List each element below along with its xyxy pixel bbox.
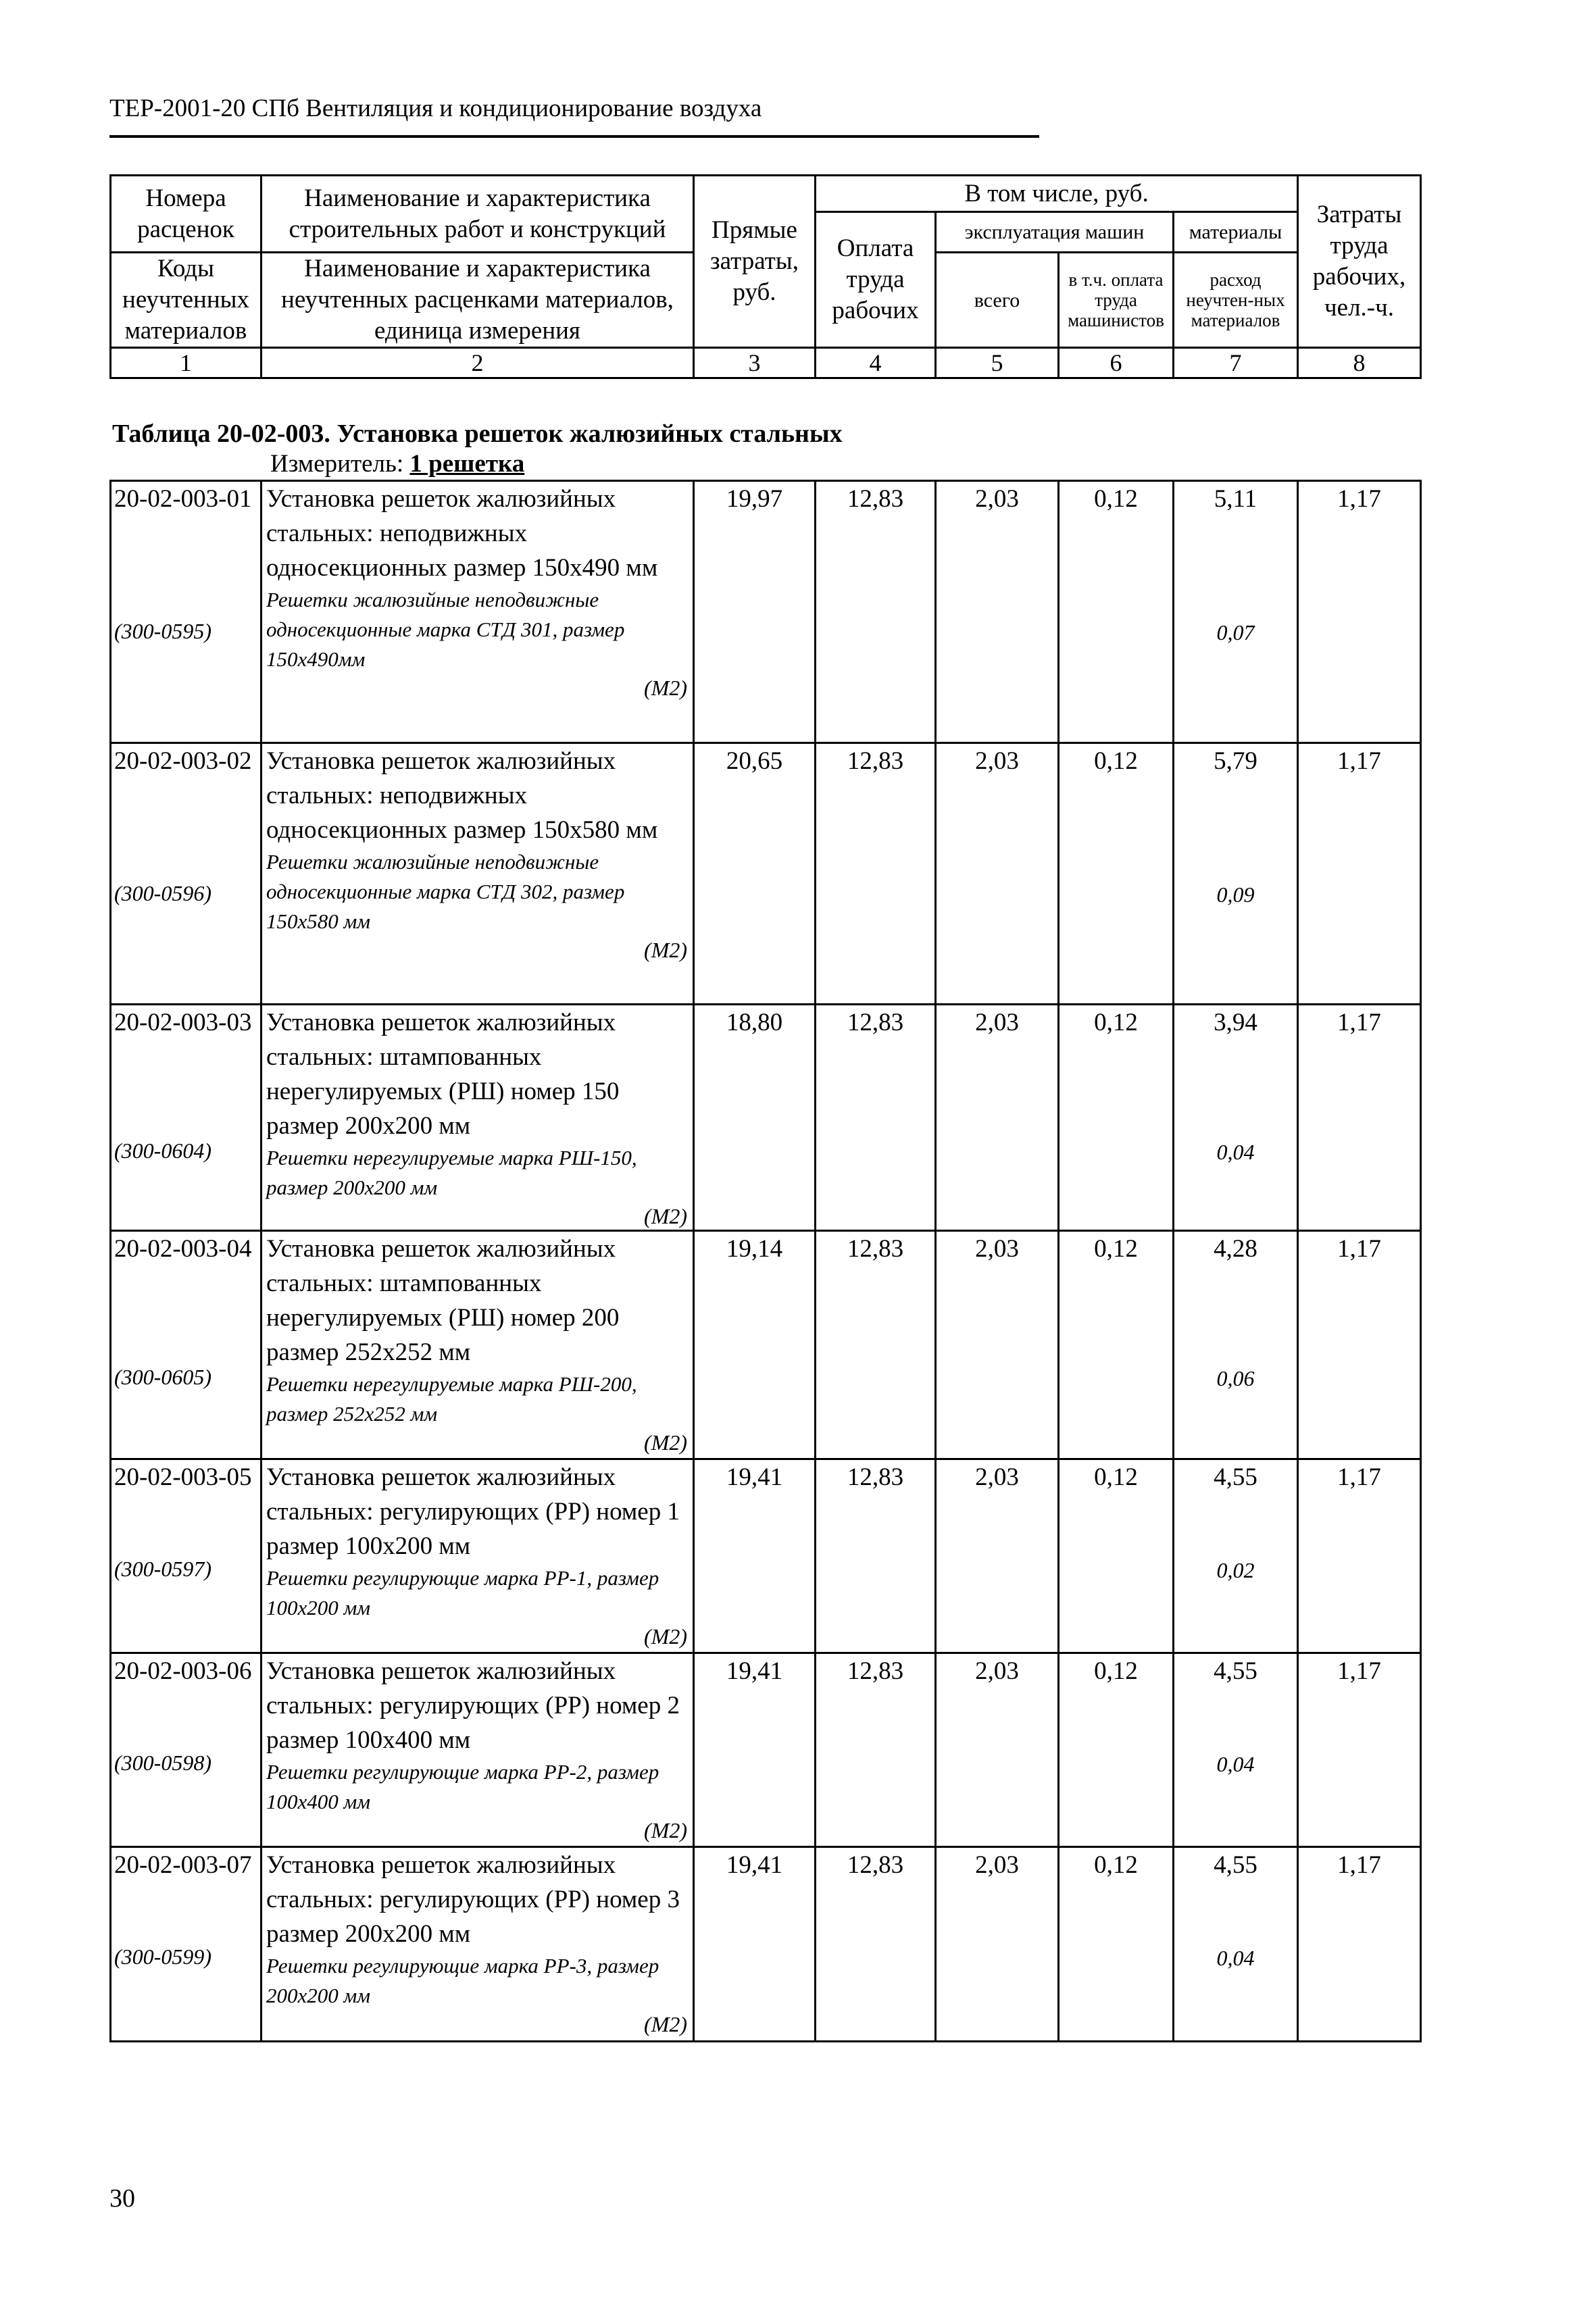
material-unit: (М2): [644, 1624, 687, 1649]
table-caption: Таблица 20-02-003. Установка решеток жалюзийных стальных: [112, 420, 843, 448]
header-material-codes: Коды неучтенных материалов: [111, 253, 261, 348]
machines-total-value: 2,03: [975, 1009, 1019, 1036]
header-direct-costs: Прямые затраты, руб.: [694, 176, 816, 348]
labor-hours-value-cell: [1298, 1005, 1421, 1231]
header-machines: эксплуатация машин: [936, 212, 1174, 253]
column-number: 7: [1174, 348, 1298, 378]
column-number: 5: [936, 348, 1059, 378]
rate-name: Установка решеток жалюзийных стальных: неподвижных односекционных размер 150х490 мм: [266, 485, 658, 582]
material-quantity: 0,09: [1216, 882, 1255, 907]
rate-code-cell: [111, 1459, 261, 1653]
material-quantity: 0,06: [1216, 1366, 1255, 1390]
column-number: 8: [1298, 348, 1421, 378]
machinist-pay-value: 0,12: [1094, 1009, 1138, 1036]
machinist-pay-value-cell: [1059, 743, 1174, 1005]
material-quantity: 0,04: [1216, 1946, 1255, 1970]
material-name: Решетки регулирующие марка РР-1, размер 100х200 мм: [266, 1566, 659, 1619]
machinist-pay-value-cell: [1059, 1847, 1174, 2042]
materials-value-cell: [1174, 1653, 1298, 1847]
rate-code-cell: [111, 1231, 261, 1459]
labor-pay-value: 12,83: [847, 1009, 904, 1036]
labor-pay-value: 12,83: [847, 1463, 904, 1491]
materials-value: 4,55: [1214, 1463, 1257, 1491]
direct-costs-value-cell: [694, 1005, 816, 1231]
header-machines-total: всего: [936, 253, 1059, 348]
rate-code: 20-02-003-02: [114, 747, 252, 775]
material-quantity: 0,04: [1216, 1752, 1255, 1776]
labor-pay-value-cell: [816, 1231, 936, 1459]
direct-costs-value-cell: [694, 1231, 816, 1459]
page-number: 30: [109, 2184, 135, 2213]
rate-name: Установка решеток жалюзийных стальных: неподвижных односекционных размер 150х580 мм: [266, 747, 658, 844]
material-name: Решетки регулирующие марка РР-3, размер 200х200 мм: [266, 1954, 659, 2007]
material-code: (300-0604): [114, 1138, 211, 1163]
material-unit: (М2): [644, 1818, 687, 1842]
header-materials-consumption: расход неучтен-ных материалов: [1174, 253, 1298, 348]
material-quantity: 0,04: [1216, 1140, 1255, 1164]
materials-value: 5,79: [1214, 747, 1257, 775]
meter-label: Измеритель:: [270, 450, 410, 478]
materials-value-cell: [1174, 1005, 1298, 1231]
direct-costs-value-cell: [694, 743, 816, 1005]
table-row: [111, 1459, 1421, 1653]
labor-hours-value-cell: [1298, 481, 1421, 743]
labor-hours-value-cell: [1298, 1231, 1421, 1459]
direct-costs-value-cell: [694, 1847, 816, 2042]
machinist-pay-value: 0,12: [1094, 1851, 1138, 1879]
machines-total-value-cell: [936, 1005, 1059, 1231]
direct-costs-value: 19,41: [726, 1657, 783, 1685]
table-row: [111, 1653, 1421, 1847]
rate-code: 20-02-003-05: [114, 1463, 252, 1491]
material-name: Решетки нерегулируемые марка РШ-150, размер 200х200 мм: [266, 1146, 637, 1199]
labor-hours-value-cell: [1298, 1459, 1421, 1653]
material-quantity: 0,07: [1216, 620, 1255, 645]
table-row: [111, 481, 1421, 743]
material-unit: (М2): [644, 676, 687, 700]
labor-hours-value: 1,17: [1337, 1463, 1381, 1491]
machinist-pay-value: 0,12: [1094, 747, 1138, 775]
machines-total-value: 2,03: [975, 1657, 1019, 1685]
machines-total-value: 2,03: [975, 747, 1019, 775]
materials-value: 4,55: [1214, 1851, 1257, 1879]
labor-hours-value-cell: [1298, 743, 1421, 1005]
machinist-pay-value-cell: [1059, 1005, 1174, 1231]
labor-pay-value: 12,83: [847, 1657, 904, 1685]
materials-value-cell: [1174, 1847, 1298, 2042]
table-header: [109, 174, 1422, 379]
material-name: Решетки жалюзийные неподвижные односекционные марка СТД 302, размер 150х580 мм: [266, 850, 625, 933]
labor-pay-value-cell: [816, 1847, 936, 2042]
column-number: 6: [1059, 348, 1174, 378]
machines-total-value: 2,03: [975, 1235, 1019, 1263]
labor-hours-value: 1,17: [1337, 1657, 1381, 1685]
material-code: (300-0595): [114, 619, 211, 643]
machines-total-value-cell: [936, 481, 1059, 743]
machinist-pay-value-cell: [1059, 481, 1174, 743]
direct-costs-value: 19,97: [726, 485, 783, 513]
direct-costs-value: 19,41: [726, 1851, 783, 1879]
machinist-pay-value: 0,12: [1094, 1235, 1138, 1263]
materials-value-cell: [1174, 1231, 1298, 1459]
materials-value-cell: [1174, 743, 1298, 1005]
rate-code: 20-02-003-01: [114, 485, 252, 513]
machines-total-value: 2,03: [975, 1851, 1019, 1879]
materials-value: 5,11: [1214, 485, 1257, 513]
materials-value: 3,94: [1214, 1009, 1257, 1036]
rate-name-cell: [261, 743, 694, 1005]
header-work-name: Наименование и характеристика строительных работ и конструкций: [261, 176, 694, 253]
material-unit: (М2): [644, 1204, 687, 1228]
machines-total-value-cell: [936, 1653, 1059, 1847]
machinist-pay-value-cell: [1059, 1459, 1174, 1653]
rate-code: 20-02-003-06: [114, 1657, 252, 1685]
header-materials: материалы: [1174, 212, 1298, 253]
table-row: [111, 1231, 1421, 1459]
column-number: 1: [111, 348, 261, 378]
rate-code-cell: [111, 1653, 261, 1847]
machinist-pay-value-cell: [1059, 1653, 1174, 1847]
rate-name-cell: [261, 1005, 694, 1231]
direct-costs-value-cell: [694, 481, 816, 743]
meter-value: 1 решетка: [409, 450, 525, 478]
header-including: В том числе, руб.: [816, 176, 1298, 212]
material-code: (300-0597): [114, 1557, 211, 1581]
rate-code-cell: [111, 743, 261, 1005]
materials-value: 4,55: [1214, 1657, 1257, 1685]
rate-name-cell: [261, 1459, 694, 1653]
rate-code-cell: [111, 1005, 261, 1231]
machines-total-value-cell: [936, 1231, 1059, 1459]
rate-code-cell: [111, 481, 261, 743]
rate-name: Установка решеток жалюзийных стальных: регулирующих (РР) номер 1 размер 100х200 мм: [266, 1463, 680, 1560]
rate-code: 20-02-003-04: [114, 1235, 252, 1263]
direct-costs-value: 18,80: [726, 1009, 783, 1036]
labor-hours-value: 1,17: [1337, 747, 1381, 775]
column-number: 4: [816, 348, 936, 378]
labor-pay-value-cell: [816, 743, 936, 1005]
rate-name-cell: [261, 1847, 694, 2042]
direct-costs-value-cell: [694, 1459, 816, 1653]
table-row: [111, 1005, 1421, 1231]
material-unit: (М2): [644, 938, 687, 962]
rates-table: [109, 480, 1422, 2042]
machinist-pay-value-cell: [1059, 1231, 1174, 1459]
labor-hours-value-cell: [1298, 1653, 1421, 1847]
material-code: (300-0596): [114, 881, 211, 905]
material-name: Решетки жалюзийные неподвижные односекционные марка СТД 301, размер 150х490мм: [266, 588, 625, 671]
material-name: Решетки нерегулируемые марка РШ-200, размер 252х252 мм: [266, 1372, 637, 1426]
material-name: Решетки регулирующие марка РР-2, размер 100х400 мм: [266, 1760, 659, 1813]
rate-code: 20-02-003-03: [114, 1009, 252, 1036]
header-labor-hours: Затраты труда рабочих, чел.-ч.: [1298, 176, 1421, 348]
rate-name: Установка решеток жалюзийных стальных: штампованных нерегулируемых (РШ) номер 200 размер 252х252 мм: [266, 1235, 620, 1366]
labor-pay-value: 12,83: [847, 1235, 904, 1263]
material-code: (300-0599): [114, 1944, 211, 1969]
labor-hours-value: 1,17: [1337, 485, 1381, 513]
column-number: 2: [261, 348, 694, 378]
title-rule: [109, 135, 1039, 138]
materials-value-cell: [1174, 481, 1298, 743]
material-code: (300-0598): [114, 1751, 211, 1775]
materials-value-cell: [1174, 1459, 1298, 1653]
table-row: [111, 1847, 1421, 2042]
machinist-pay-value: 0,12: [1094, 1657, 1138, 1685]
machines-total-value: 2,03: [975, 485, 1019, 513]
meter-line: [270, 449, 524, 480]
labor-hours-value: 1,17: [1337, 1851, 1381, 1879]
material-code: (300-0605): [114, 1365, 211, 1389]
machinist-pay-value: 0,12: [1094, 485, 1138, 513]
labor-pay-value-cell: [816, 1653, 936, 1847]
direct-costs-value-cell: [694, 1653, 816, 1847]
rate-name: Установка решеток жалюзийных стальных: штампованных нерегулируемых (РШ) номер 150 размер 200х200 мм: [266, 1009, 620, 1140]
machines-total-value-cell: [936, 1459, 1059, 1653]
direct-costs-value: 19,41: [726, 1463, 783, 1491]
labor-pay-value: 12,83: [847, 1851, 904, 1879]
labor-hours-value: 1,17: [1337, 1235, 1381, 1263]
running-title: ТЕР-2001-20 СПб Вентиляция и кондиционирование воздуха: [109, 95, 762, 122]
rate-code: 20-02-003-07: [114, 1851, 252, 1879]
machines-total-value-cell: [936, 1847, 1059, 2042]
direct-costs-value: 19,14: [726, 1235, 783, 1263]
direct-costs-value: 20,65: [726, 747, 783, 775]
labor-pay-value: 12,83: [847, 485, 904, 513]
rate-code-cell: [111, 1847, 261, 2042]
labor-pay-value-cell: [816, 1005, 936, 1231]
rate-name: Установка решеток жалюзийных стальных: регулирующих (РР) номер 2 размер 100х400 мм: [266, 1657, 680, 1754]
header-material-name: Наименование и характеристика неучтенных расценками материалов, единица измерения: [261, 253, 694, 348]
material-unit: (М2): [644, 1430, 687, 1455]
column-number: 3: [694, 348, 816, 378]
rate-name-cell: [261, 481, 694, 743]
machines-total-value: 2,03: [975, 1463, 1019, 1491]
labor-pay-value-cell: [816, 481, 936, 743]
labor-pay-value: 12,83: [847, 747, 904, 775]
header-rate-numbers: Номера расценок: [111, 176, 261, 253]
material-quantity: 0,02: [1216, 1558, 1255, 1582]
labor-pay-value-cell: [816, 1459, 936, 1653]
labor-hours-value-cell: [1298, 1847, 1421, 2042]
header-labor-pay: Оплата труда рабочих: [816, 212, 936, 348]
rate-name: Установка решеток жалюзийных стальных: регулирующих (РР) номер 3 размер 200х200 мм: [266, 1851, 680, 1948]
rate-name-cell: [261, 1653, 694, 1847]
machinist-pay-value: 0,12: [1094, 1463, 1138, 1491]
machines-total-value-cell: [936, 743, 1059, 1005]
material-unit: (М2): [644, 2012, 687, 2036]
header-machinist-pay: в т.ч. оплата труда машинистов: [1059, 253, 1174, 348]
materials-value: 4,28: [1214, 1235, 1257, 1263]
labor-hours-value: 1,17: [1337, 1009, 1381, 1036]
rate-name-cell: [261, 1231, 694, 1459]
table-row: [111, 743, 1421, 1005]
